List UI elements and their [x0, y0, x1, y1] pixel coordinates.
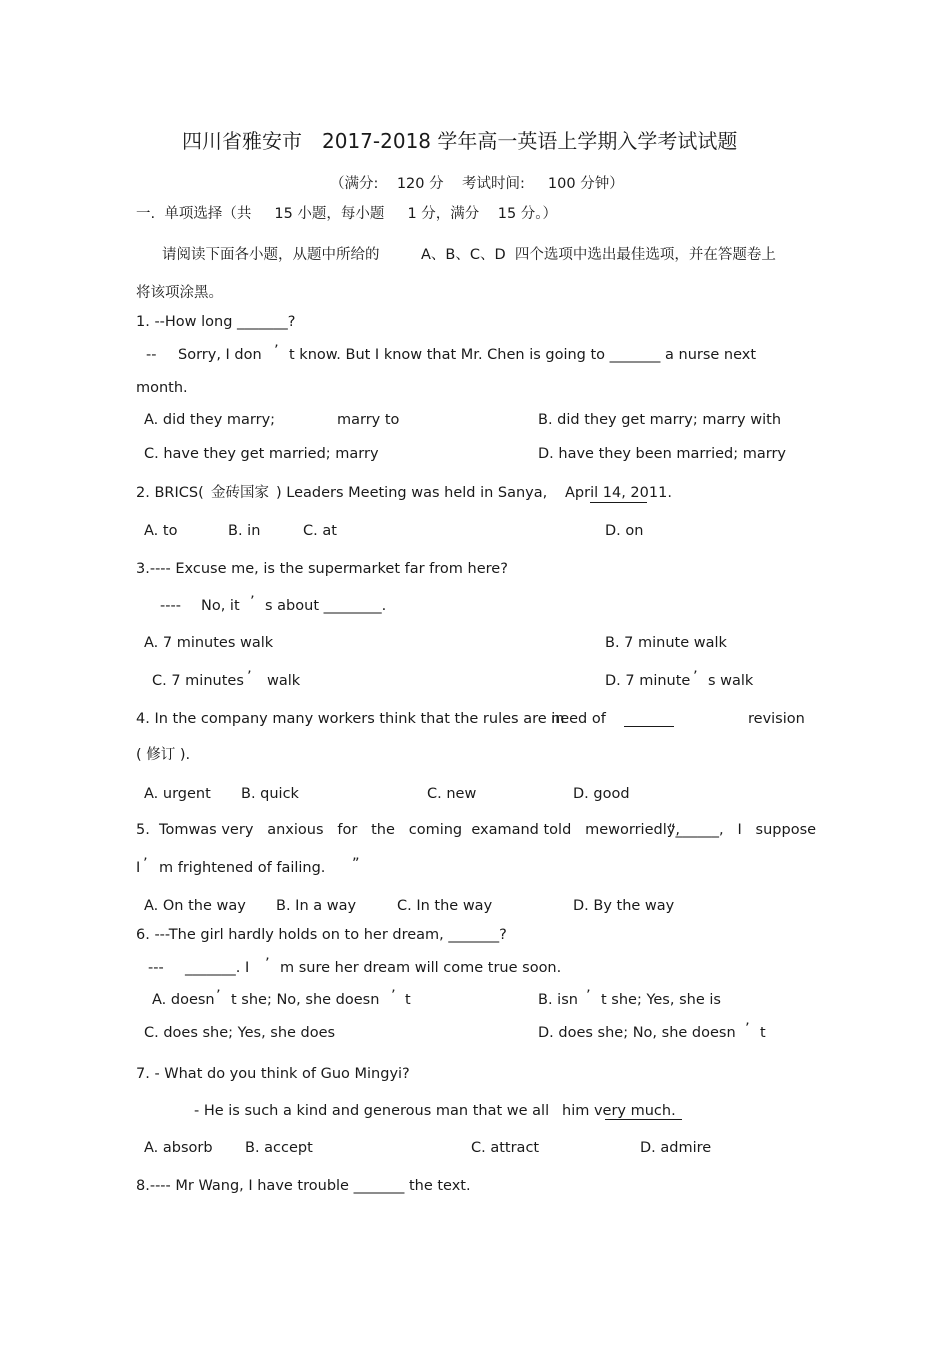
- exam-time: 考试时间: 100 分钟）: [462, 176, 624, 192]
- q1-option-c: C. have they get married; marry: [144, 446, 379, 462]
- q2-option-d: D. on: [605, 523, 644, 539]
- q3-stem-2c: ’: [250, 594, 255, 610]
- q6-option-a-4: ’: [391, 988, 396, 1004]
- q6-option-a-2: ’: [216, 988, 221, 1004]
- page-title-right: 2017-2018 学年高一英语上学期入学考试试题: [322, 129, 738, 153]
- q1-stem-2d: t know. But I know that Mr. Chen is going to _______ a nurse next: [289, 347, 757, 363]
- q6-option-a-1: A. doesn: [152, 992, 215, 1008]
- q3-option-d-1: D. 7 minute: [605, 673, 691, 689]
- q7-option-b: B. accept: [245, 1140, 313, 1156]
- q3-option-b: B. 7 minute walk: [605, 635, 727, 651]
- q6-option-b-2: ’: [586, 988, 591, 1004]
- q4-stem-1c: revision: [748, 711, 805, 727]
- full-score: （满分: 120 分: [330, 176, 444, 192]
- q5-stem-2b: ’: [143, 856, 148, 872]
- section-instruction-1: 请阅读下面各小题，从题中所给的 A、B、C、D 四个选项中选出最佳选项，并在答题卷上: [162, 247, 776, 263]
- q4-option-c: C. new: [427, 786, 477, 802]
- q5-option-c: C. In the way: [397, 898, 493, 914]
- q3-stem-2a: ----: [160, 598, 181, 614]
- q5-option-a: A. On the way: [144, 898, 246, 914]
- q3-option-a: A. 7 minutes walk: [144, 635, 274, 651]
- q3-option-c-1: C. 7 minutes: [152, 673, 244, 689]
- q1-stem-2b: Sorry, I don: [178, 347, 262, 363]
- q7-option-a: A. absorb: [144, 1140, 213, 1156]
- q3-option-d-2: ’: [693, 669, 698, 685]
- section-instruction-2: 将该项涂黑。: [136, 285, 223, 301]
- q6-option-b-3: t she; Yes, she is: [601, 992, 721, 1008]
- q4-option-a: A. urgent: [144, 786, 211, 802]
- q3-stem-2b: No, it: [201, 598, 240, 614]
- q6-option-d-3: t: [760, 1025, 766, 1041]
- q7-stem-2a: - He is such a kind and generous man that we all: [194, 1103, 550, 1119]
- q1-option-a: A. did they marry;: [144, 412, 276, 428]
- q6-option-b-1: B. isn: [538, 992, 578, 1008]
- q4-stem-2: ( 修订 ).: [136, 747, 191, 763]
- q6-option-d-1: D. does she; No, she doesn: [538, 1025, 736, 1041]
- q7-option-c: C. attract: [471, 1140, 540, 1156]
- q7-stem-2b: him very much.: [562, 1103, 676, 1119]
- q7-option-d: D. admire: [640, 1140, 712, 1156]
- q5-stem-1: 5. Tomwas very anxious for the coming examand told meworriedly,: [136, 822, 680, 838]
- section-heading: 一. 单项选择（共 15 小题，每小题 1 分，满分 15 分。）: [136, 206, 558, 222]
- q5-stem-1b: “______, I suppose: [668, 822, 817, 838]
- q6-option-d-2: ’: [745, 1021, 750, 1037]
- q6-stem-2b: _______. I: [185, 960, 250, 976]
- q1-option-d: D. have they been married; marry: [538, 446, 786, 462]
- q2-underline: [590, 502, 647, 503]
- q3-stem-1: 3.---- Excuse me, is the supermarket far from here?: [136, 561, 508, 577]
- q4-stem-1b: need of: [551, 711, 606, 727]
- q6-stem-2a: ---: [148, 960, 164, 976]
- q5-stem-2d: ”: [352, 856, 360, 872]
- q3-option-d-3: s walk: [708, 673, 754, 689]
- q5-option-b: B. In a way: [276, 898, 357, 914]
- q7-underline: [605, 1119, 682, 1120]
- q6-option-a-5: t: [405, 992, 411, 1008]
- q4-option-b: B. quick: [241, 786, 299, 802]
- q2-option-a: A. to: [144, 523, 178, 539]
- q5-option-d: D. By the way: [573, 898, 675, 914]
- q1-stem-1: 1. --How long _______?: [136, 314, 296, 330]
- q5-stem-2a: I: [136, 860, 141, 876]
- q3-option-c-2: ’: [247, 669, 252, 685]
- q1-stem-2c: ’: [274, 343, 279, 359]
- q2-option-b: B. in: [228, 523, 261, 539]
- q6-stem-2d: m sure her dream will come true soon.: [280, 960, 562, 976]
- q7-stem-1: 7. - What do you think of Guo Mingyi?: [136, 1066, 410, 1082]
- q2-stem-c: ) Leaders Meeting was held in Sanya,: [276, 485, 548, 501]
- q3-stem-2d: s about ________.: [265, 598, 387, 614]
- q1-option-b: B. did they get marry; marry with: [538, 412, 782, 428]
- q3-option-c-3: walk: [267, 673, 301, 689]
- q2-option-c: C. at: [303, 523, 337, 539]
- q5-stem-2c: m frightened of failing.: [159, 860, 326, 876]
- page-title-left: 四川省雅安市: [182, 129, 302, 153]
- q6-stem-2c: ’: [265, 956, 270, 972]
- q2-stem-a: 2. BRICS(: [136, 485, 204, 501]
- q2-stem-b: 金砖国家: [211, 485, 269, 501]
- q1-option-a-2: marry to: [337, 412, 400, 428]
- q1-stem-3: month.: [136, 380, 188, 396]
- q8-stem-1: 8.---- Mr Wang, I have trouble _______ the text.: [136, 1178, 471, 1194]
- q6-stem-1: 6. ---The girl hardly holds on to her dream, _______?: [136, 927, 507, 943]
- q4-option-d: D. good: [573, 786, 630, 802]
- q4-stem-1: 4. In the company many workers think that the rules are in: [136, 711, 565, 727]
- q2-stem-d: April 14, 2011.: [565, 485, 672, 501]
- q6-option-a-3: t she; No, she doesn: [231, 992, 380, 1008]
- q6-option-c: C. does she; Yes, she does: [144, 1025, 336, 1041]
- q4-blank: [624, 726, 674, 727]
- q1-stem-2a: --: [146, 347, 157, 363]
